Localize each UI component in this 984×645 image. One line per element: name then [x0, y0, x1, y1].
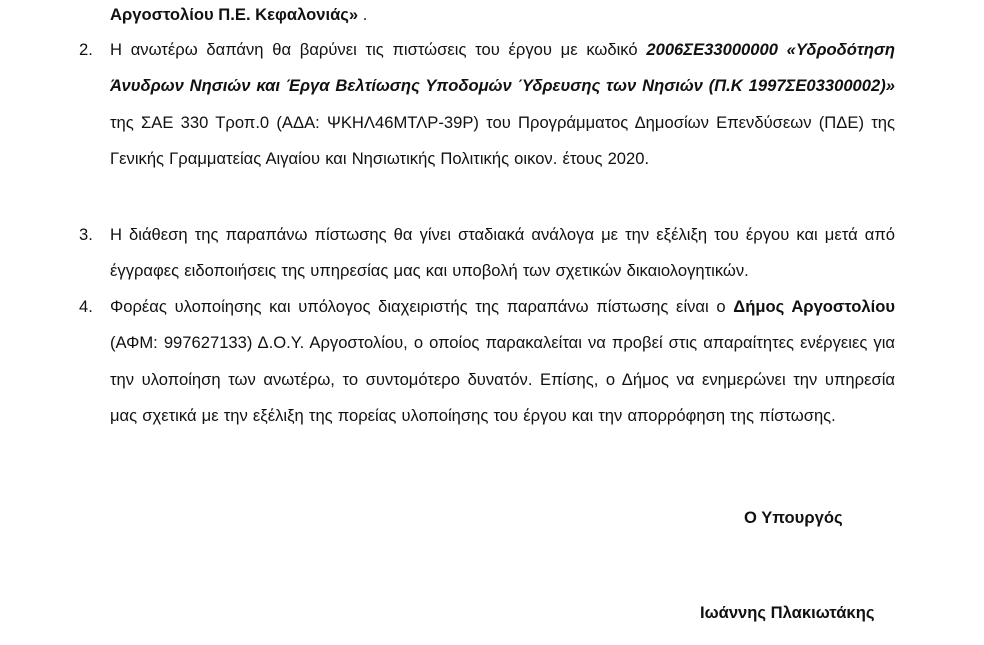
list-item-number: 3. [79, 225, 93, 244]
item-3-text: Η διάθεση της παραπάνω πίστωσης θα γίνει σταδιακά ανάλογα με την εξέλιξη του έργου και μετά από έγγραφες ειδοποιήσεις της υπηρεσίας μας και υποβολή των σχετικών δικαιολογητικών. [110, 225, 895, 281]
item-4-details-text: (ΑΦΜ: 997627133) Δ.Ο.Υ. Αργοστολίου, ο οποίος παρακαλείται να προβεί στις απαραίτητες ενέργειες για την υλοποίηση των ανωτέρω, το συντομότερο δυνατόν. Επίσης, ο Δήμος να ενημερώνει την υπηρεσία μας σχετικά με την εξέλιξη της πορείας υλοποίησης του έργου και την απορρόφηση της πίστωσης. [110, 333, 895, 425]
list-item-number: 2. [79, 40, 93, 59]
continuation-bold-text: Αργοστολίου Π.Ε. Κεφαλονιάς» [110, 5, 359, 24]
continuation-line [110, 3, 367, 27]
continuation-tail: . [358, 5, 368, 24]
list-item-text [110, 32, 895, 177]
signature-title: Ο Υπουργός [744, 508, 843, 527]
item-4-intro-text: Φορέας υλοποίησης και υπόλογος διαχειριστής της παραπάνω πίστωσης είναι ο [110, 297, 734, 316]
municipality-name: Δήμος Αργοστολίου [733, 297, 895, 316]
list-item-number: 4. [79, 297, 93, 316]
signature-name: Ιωάννης Πλακιωτάκης [700, 603, 875, 622]
project-code-title: 2006ΣΕ33000000 «Υδροδότηση Άνυδρων Νησιών και Έργα Βελτίωσης Υποδομών Ύδρευσης των Νησιών (Π.Κ 1997ΣΕ03300002)» [110, 40, 896, 96]
item-2-details-text: της ΣΑΕ 330 Τροπ.0 (ΑΔΑ: ΨΚΗΛ46ΜΤΛΡ-39Ρ) του Προγράμματος Δημοσίων Επενδύσεων (ΠΔΕ) της Γενικής Γραμματείας Αιγαίου και Νησιωτικής Πολιτικής οικον. έτους 2020. [110, 112, 895, 168]
item-2-intro-text: Η ανωτέρω δαπάνη θα βαρύνει τις πιστώσεις του έργου με κωδικό [110, 40, 647, 59]
list-item-text [110, 289, 895, 434]
list-item-text [110, 217, 895, 290]
